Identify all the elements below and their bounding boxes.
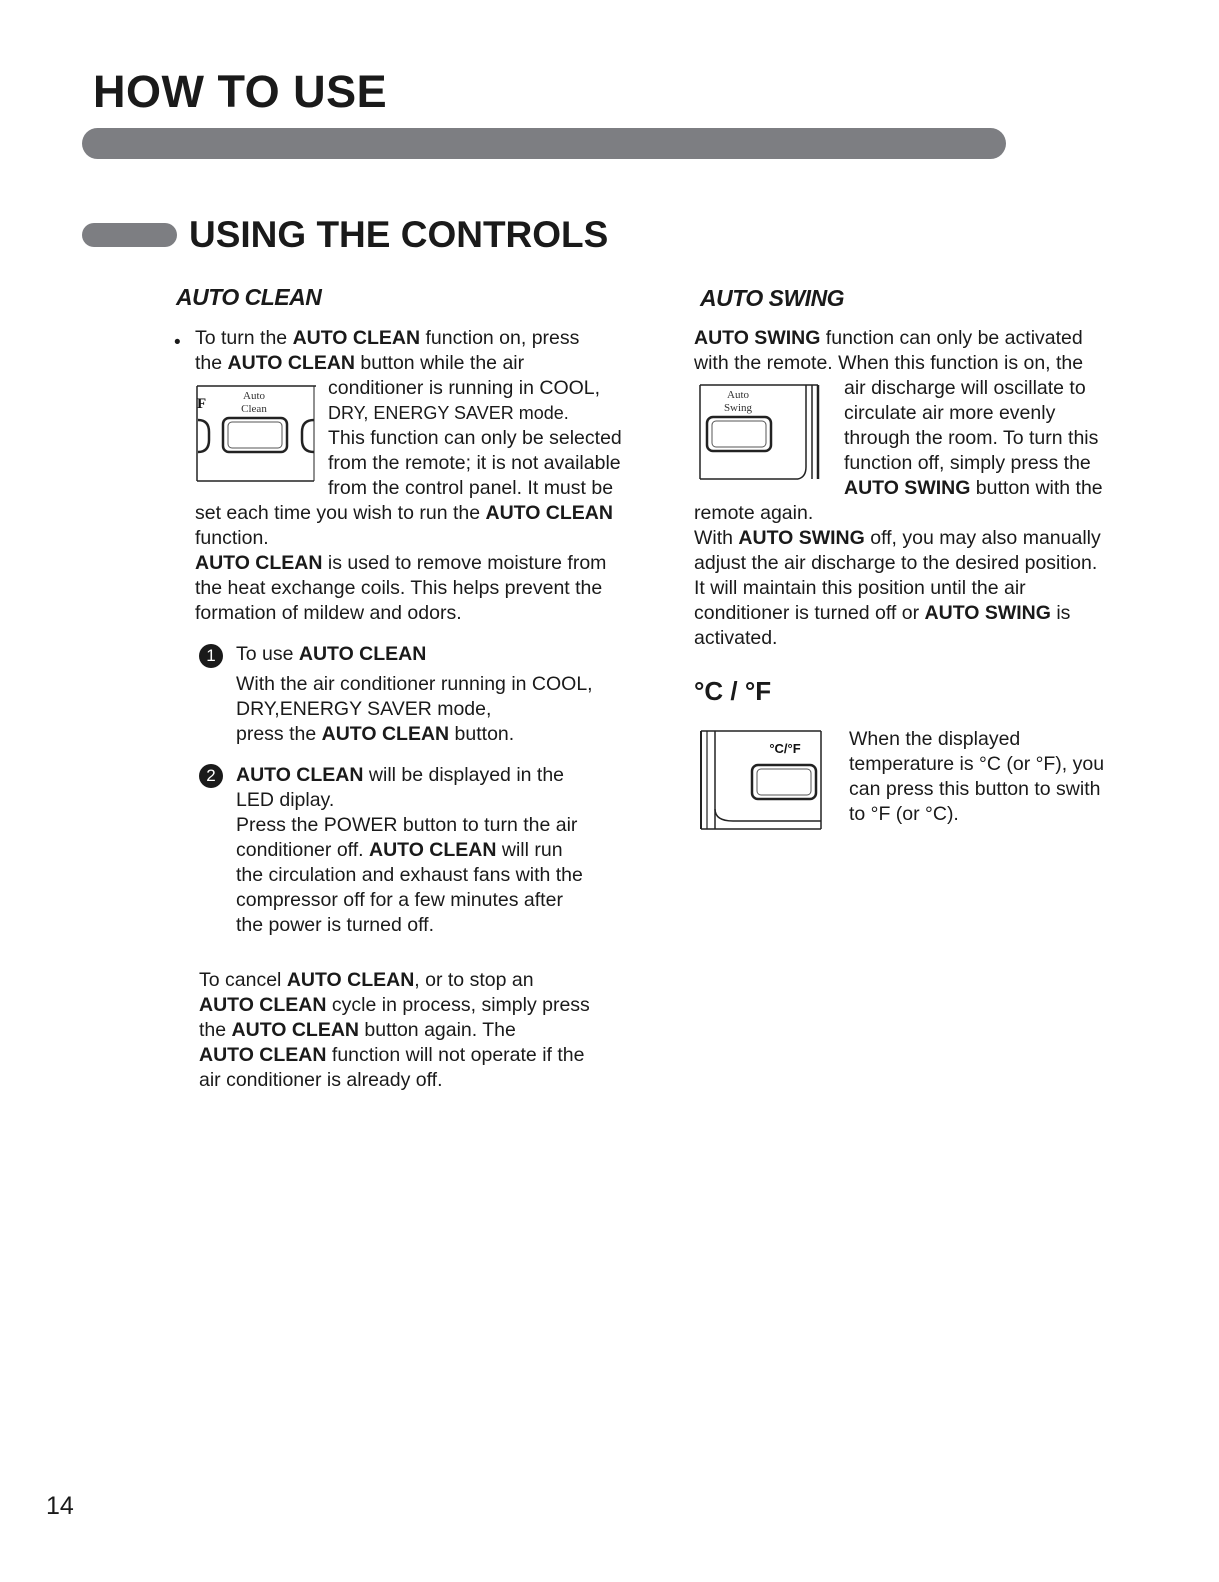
button-label: °C/°F xyxy=(769,741,801,756)
text-line: conditioner is turned off or AUTO SWING is xyxy=(694,602,1071,624)
button-label-line2: Swing xyxy=(723,402,753,414)
text-line: the AUTO CLEAN button while the air xyxy=(195,352,525,374)
text-line: conditioner off. AUTO CLEAN will run xyxy=(236,839,563,861)
temp-unit-heading: °C / °F xyxy=(694,676,772,706)
text-line: conditioner is running in COOL, xyxy=(328,377,601,399)
text-line: remote again. xyxy=(694,502,814,524)
text-line: can press this button to swith xyxy=(849,778,1101,800)
text-line: circulate air more evenly xyxy=(844,402,1056,424)
text-line: set each time you wish to run the AUTO CLEAN xyxy=(195,502,613,524)
step-1-number-icon: 1 xyxy=(199,644,223,668)
text-line: function. xyxy=(195,527,269,549)
text-line: To turn the AUTO CLEAN function on, press xyxy=(195,327,580,349)
text-line: This function can only be selected xyxy=(328,427,622,449)
text-line: When the displayed xyxy=(849,728,1021,750)
text-line: AUTO CLEAN is used to remove moisture from xyxy=(195,552,607,574)
text-line: AUTO CLEAN will be displayed in the xyxy=(236,764,565,786)
temp-unit-button-illustration xyxy=(699,729,825,833)
text-line: With AUTO SWING off, you may also manually xyxy=(694,527,1101,549)
text-line: activated. xyxy=(694,627,778,649)
text-line: temperature is °C (or °F), you xyxy=(849,753,1105,775)
text-line: from the control panel. It must be xyxy=(328,477,614,499)
text-line: AUTO SWING function can only be activated xyxy=(694,327,1083,349)
button-label-line2: Clean xyxy=(241,403,267,415)
text-line: DRY, ENERGY SAVER mode. xyxy=(328,403,569,423)
auto-clean-button-illustration xyxy=(194,384,320,484)
text-line: air discharge will oscillate to xyxy=(844,377,1086,399)
text-line: from the remote; it is not available xyxy=(328,452,621,474)
auto-swing-heading: AUTO SWING xyxy=(700,285,845,311)
text-line: With the air conditioner running in COOL, xyxy=(236,673,593,695)
section-marker xyxy=(82,223,177,247)
text-line: to °F (or °C). xyxy=(849,803,959,825)
text-line: the heat exchange coils. This helps prevent the xyxy=(195,577,603,599)
step-2-number-icon: 2 xyxy=(199,764,223,788)
button-label-line1: Auto xyxy=(727,389,749,401)
text-line: through the room. To turn this xyxy=(844,427,1099,449)
text-line: with the remote. When this function is on, the xyxy=(694,352,1084,374)
text-line: To use AUTO CLEAN xyxy=(236,643,427,665)
text-line: Press the POWER button to turn the air xyxy=(236,814,578,836)
text-line: AUTO CLEAN cycle in process, simply press xyxy=(199,994,590,1016)
text-line: DRY,ENERGY SAVER mode, xyxy=(236,698,492,720)
text-line: the AUTO CLEAN button again. The xyxy=(199,1019,516,1041)
page-number: 14 xyxy=(46,1492,74,1520)
text-line: formation of mildew and odors. xyxy=(195,602,462,624)
text-line: the power is turned off. xyxy=(236,914,435,936)
text-line: press the AUTO CLEAN button. xyxy=(236,723,515,745)
edge-letter: F xyxy=(197,396,207,412)
page-title: HOW TO USE xyxy=(93,66,388,117)
bullet-icon: • xyxy=(174,332,181,353)
text-line: LED diplay. xyxy=(236,789,335,811)
text-line: compressor off for a few minutes after xyxy=(236,889,563,911)
text-line: the circulation and exhaust fans with the xyxy=(236,864,583,886)
text-line: It will maintain this position until the air xyxy=(694,577,1026,599)
auto-swing-button-illustration xyxy=(698,383,824,483)
text-line: function off, simply press the xyxy=(844,452,1091,474)
section-title: USING THE CONTROLS xyxy=(189,214,609,255)
header-bar xyxy=(82,128,1006,159)
text-line: adjust the air discharge to the desired position. xyxy=(694,552,1098,574)
button-label-line1: Auto xyxy=(243,390,265,402)
text-line: To cancel AUTO CLEAN, or to stop an xyxy=(199,969,534,991)
text-line: air conditioner is already off. xyxy=(199,1069,443,1091)
text-line: AUTO CLEAN function will not operate if the xyxy=(199,1044,585,1066)
text-line: AUTO SWING button with the xyxy=(844,477,1103,499)
auto-clean-heading: AUTO CLEAN xyxy=(176,284,322,310)
